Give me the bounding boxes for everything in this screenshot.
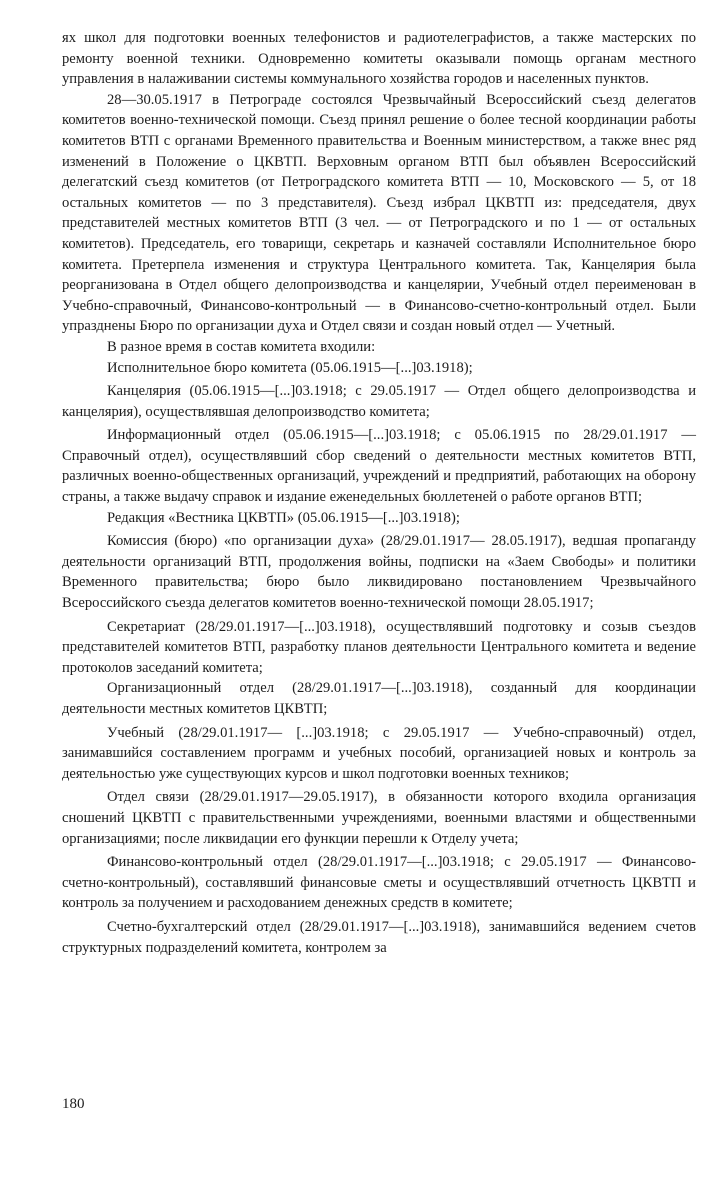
page-number: 180 [62,1096,85,1112]
list-item-editorial: Редакция «Вестника ЦКВТП» (05.06.1915—[...]03.1918); [107,509,460,526]
list-item-chancellery: Канцелярия (05.06.1915—[...]03.1918; с 29.05.1917 — Отдел общего делопроизводства и канцелярия), осуществлявшая делопроизводство комитета; [62,383,696,420]
paragraph-composition-intro: В разное время в состав комитета входили: [107,338,376,355]
list-item-information-dept: Информационный отдел (05.06.1915—[...]03.1918; с 05.06.1915 по 28/29.01.1917 — Справочный отдел), осуществлявший сбор сведений о деятельности местных комитетов ВТП, различных военно-общественных организаций, учреждений и предприятий, работающих на оборону страны, а также выдачу справок и издание еженедельных бюллетеней о работе органов ВТП; [62,427,696,506]
list-item-spirit-commission: Комиссия (бюро) «по организации духа» (28/29.01.1917— 28.05.1917), ведшая пропаганду деятельности организаций ВТП, продолжения войны, подписки на «Заем Свободы» и политики Временного правительства; бюро было ликвидировано постановлением Чрезвычайного Всероссийского съезда делегатов комитетов военно-технической помощи 28.05.1917; [62,533,696,612]
list-item-executive-bureau: Исполнительное бюро комитета (05.06.1915—[...]03.1918); [107,359,473,376]
list-item-finance-dept: Финансово-контрольный отдел (28/29.01.1917—[...]03.1918; с 29.05.1917 — Финансово-счетно-контрольный), составлявший финансовые сметы и осуществлявший отчетность ЦКВТП и контроль за получением и расходованием денежных средств в комитете; [62,854,696,912]
list-item-secretariat: Секретариат (28/29.01.1917—[...]03.1918), осуществлявший подготовку и созыв съездов представителей комитетов ВТП, разработку планов деятельности Центрального комитета и ведение протоколов заседаний комитета; [62,618,696,676]
document-page [62,28,696,958]
list-item-communications-dept: Отдел связи (28/29.01.1917—29.05.1917), в обязанности которого входила организация сношений ЦКВТП с правительственными учреждениями, военными властями и общественными организациями; после ликвидации его функции перешли к Отделу учета; [62,789,696,847]
list-item-organizational-dept: Организационный отдел (28/29.01.1917—[...]03.1918), созданный для координации деятельности местных комитетов ЦКВТП; [62,680,696,717]
list-item-accounting-dept: Счетно-бухгалтерский отдел (28/29.01.1917—[...]03.1918), занимавшийся ведением счетов структурных подразделений комитета, контролем за [62,918,696,956]
list-item-educational-dept: Учебный (28/29.01.1917— [...]03.1918; с 29.05.1917 — Учебно-справочный) отдел, занимавшийся составлением программ и учебных пособий, организацией новых и контроль за деятельностью уже существующих курсов и школ подготовки военных техников; [62,724,696,782]
paragraph-congress: 28—30.05.1917 в Петрограде состоялся Чрезвычайный Всероссийский съезд делегатов комитетов военно-технической помощи. Съезд принял решение о более тесной координации работы комитетов ВТП с органами Временного правительства и Военным министерством, а также внес ряд изменений в Положение о ЦКВТП. Верховным органом ВТП был объявлен Всероссийский делегатский съезд комитетов (от Петроградского комитета ВТП — 10, Московского — 5, от 18 остальных комитетов — по 3 представителя). Съезд избрал ЦКВТП из: председателя, двух представителей местных комитетов ВТП (3 чел. — от Петроградского и по 1 — от остальных комитетов). Председатель, его товарищи, секретарь и казначей составляли Исполнительное бюро комитета. Претерпела изменения и структура Центрального комитета. Так, Канцелярия была реорганизована в Отдел общего делопроизводства и канцелярии, Учебный отдел переименован в Учебно-справочный, Финансово-контрольный — в Финансово-счетно-контрольный отдел. Были упразднены Бюро по организации духа и Отдел связи и создан новый отдел — Учетный. [62,91,696,335]
paragraph-1: ях школ для подготовки военных телефонистов и радиотелеграфистов, а также мастерских по ремонту военной техники. Одновременно комитеты оказывали помощь органам местного управления в налаживании системы коммунального хозяйства городов и населенных пунктов. [62,30,696,88]
